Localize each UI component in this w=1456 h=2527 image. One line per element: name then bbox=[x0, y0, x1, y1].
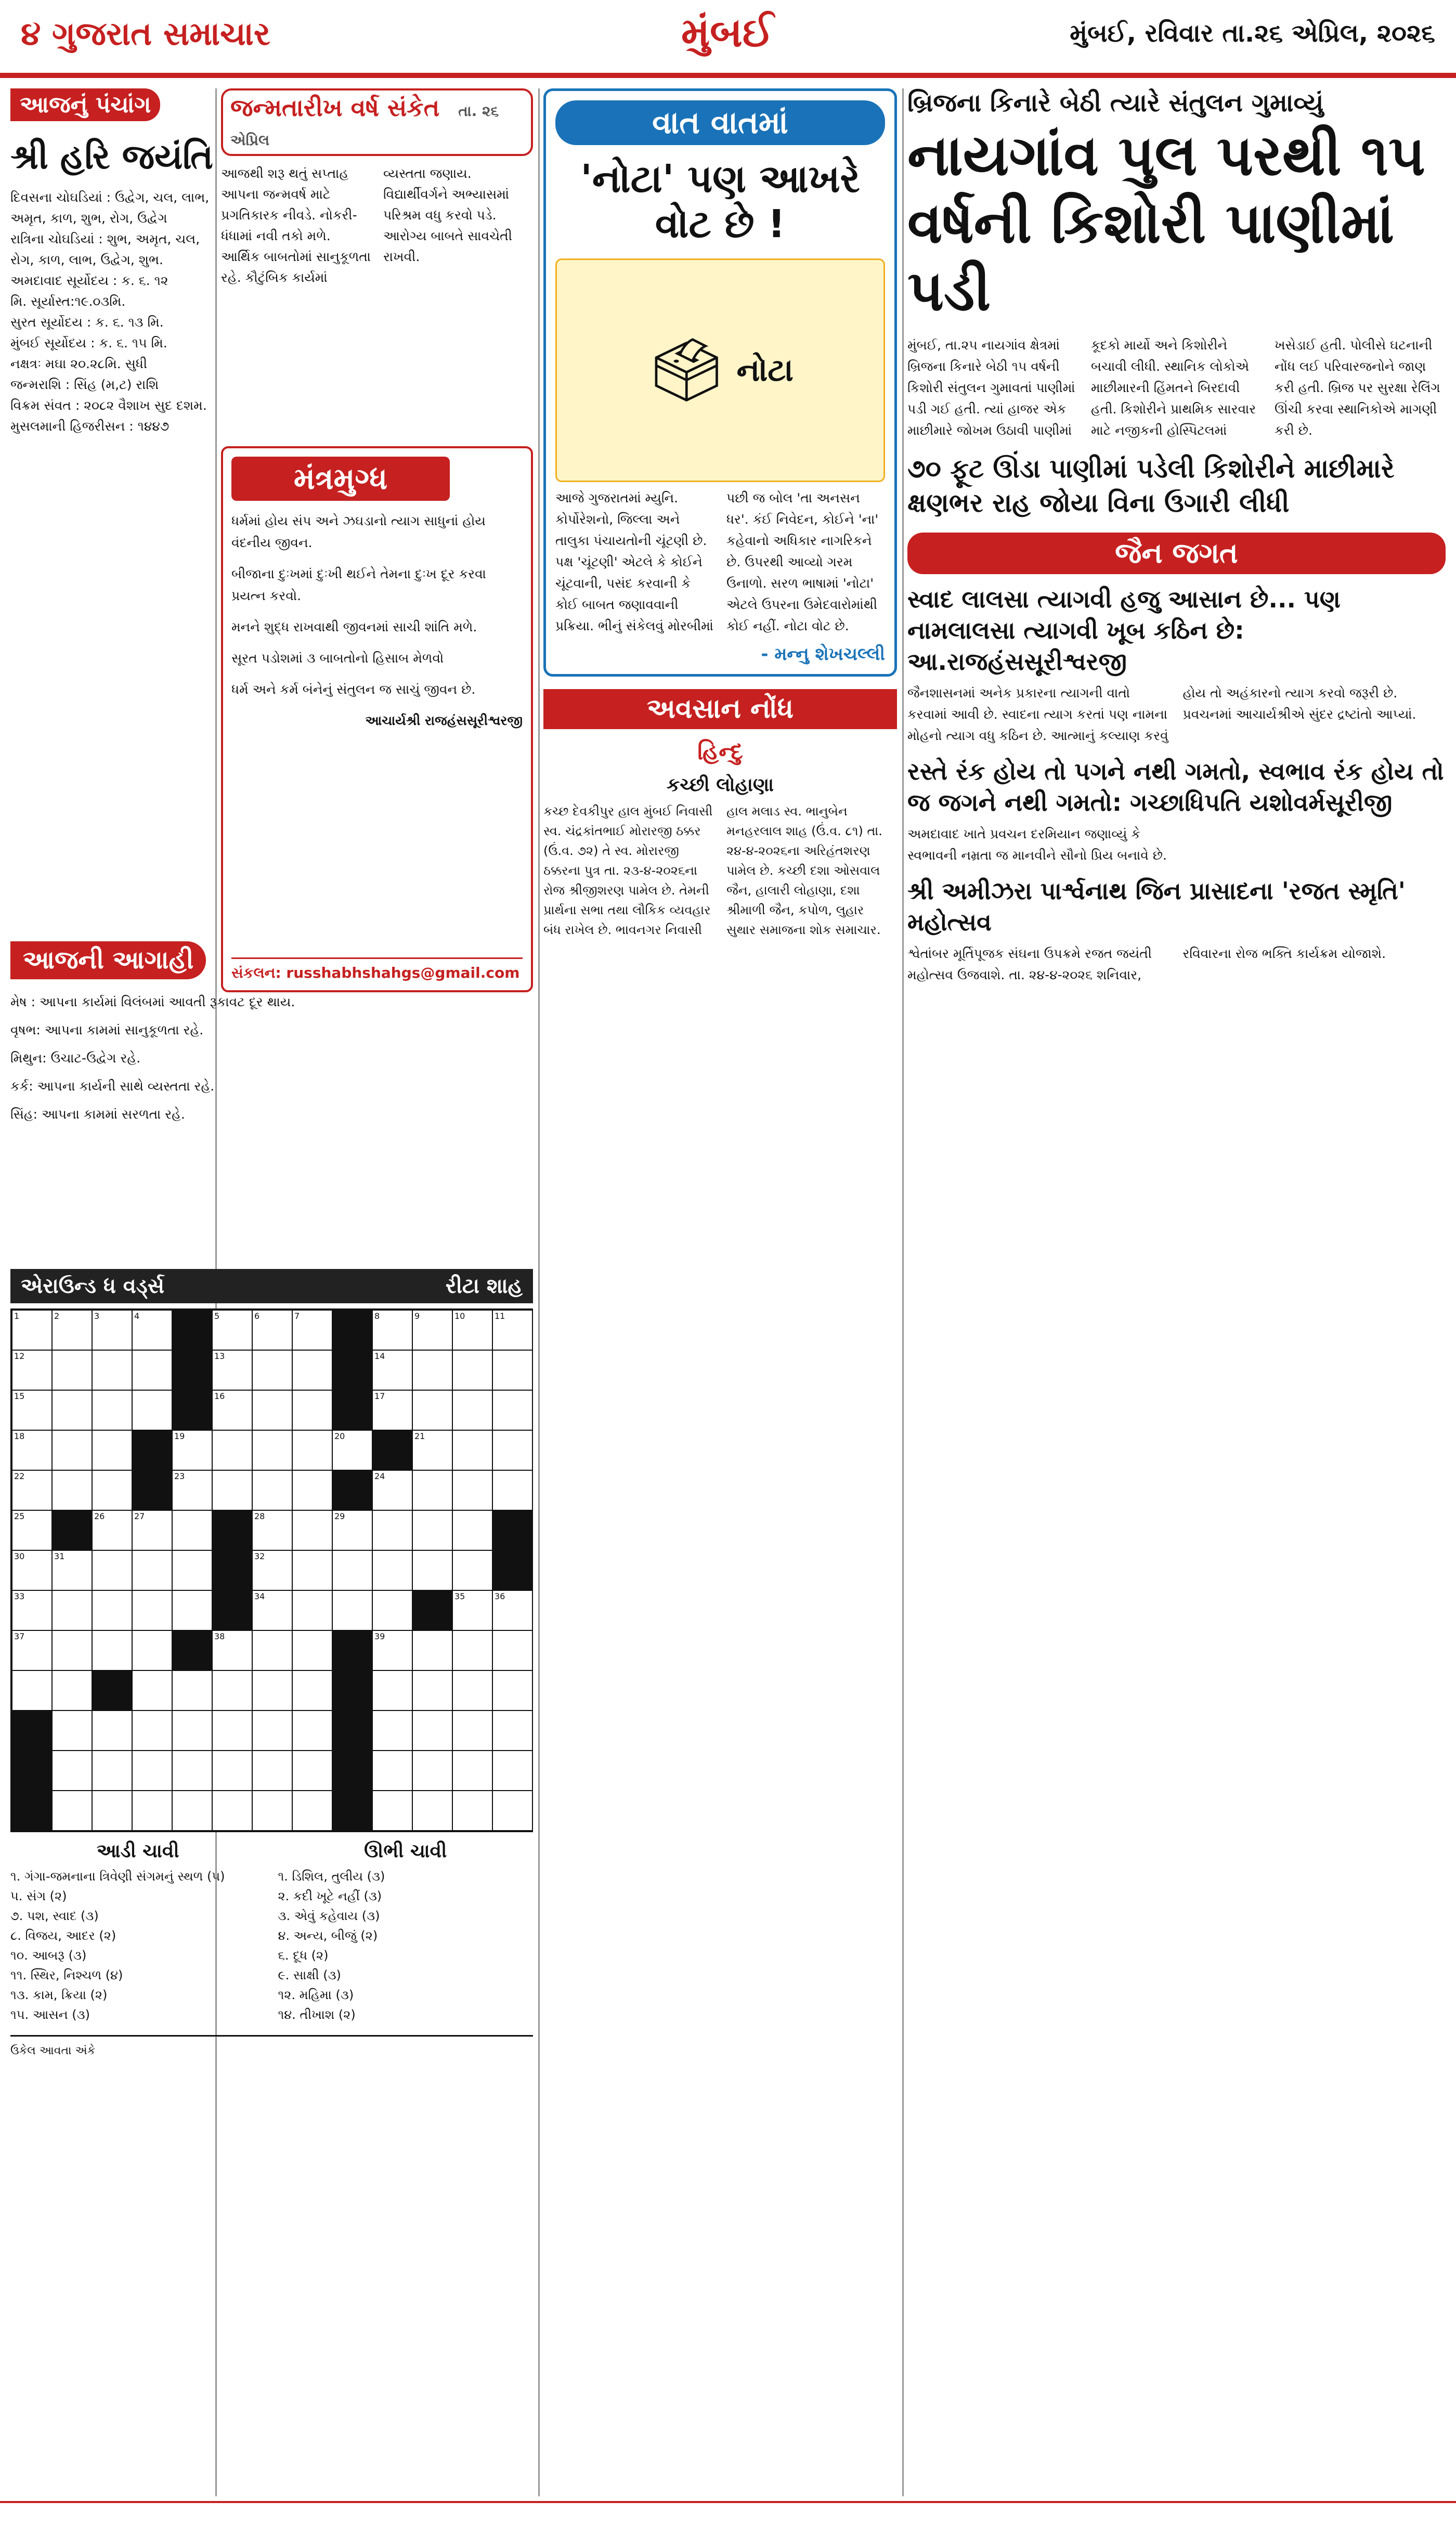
crossword-cell[interactable] bbox=[452, 1550, 492, 1590]
crossword-cell bbox=[52, 1510, 92, 1550]
crossword-cell[interactable] bbox=[252, 1390, 292, 1430]
crossword-cell[interactable] bbox=[372, 1791, 412, 1831]
crossword-cell bbox=[492, 1510, 532, 1550]
vat-body: આજે ગુજરાતમાં મ્યુનિ. કોર્પોરેશનો, જિલ્લા અને તાલુકા પંચાયતોની ચૂંટણી છે. પક્ષ 'ચૂંટણી' એટલે કે કોઈને ચૂંટવાની, પસંદ કરવાની કે કોઈ બાબત જણાવવાની પ્રક્રિયા. ભીનું સંકેલવું મોરબીમાં પછી જ બોલ 'તા અનસન ધર'. કંઈ નિવેદન, કોઈને 'ના' કહેવાનો અધિકાર નાગરિકને છે. ઉપરથી આવ્યો ગરમ ઉનાળો. સરળ ભાષામાં 'નોટા' એટલે ઉપરના ઉમેદવારોમાંથી કોઈ નહીં. નોટા વોટ છે. bbox=[555, 490, 879, 633]
mantra-line: સૂરત પડોશમાં ૩ બાબતોનો હિસાબ મેળવો bbox=[231, 651, 444, 666]
crossword-cell[interactable] bbox=[52, 1470, 92, 1510]
crossword-cell[interactable]: 6 bbox=[252, 1310, 292, 1350]
ballot-icon: 🗳 bbox=[647, 334, 726, 406]
crossword-cell[interactable] bbox=[452, 1390, 492, 1430]
down-clue: ૯. સાક્ષી (૩) bbox=[278, 1968, 341, 1982]
janmadivas-column bbox=[221, 88, 533, 992]
crossword-cell[interactable] bbox=[252, 1430, 292, 1470]
crossword-cell[interactable] bbox=[212, 1470, 252, 1510]
panchang-line: દિવસના ચોઘડિયાં : ઉદ્વેગ, ચલ, લાભ, અમૃત, કાળ, શુભ, રોગ, ઉદ્વેગ bbox=[10, 190, 210, 226]
crossword-cell[interactable] bbox=[372, 1670, 412, 1710]
crossword-cell bbox=[172, 1310, 212, 1350]
crossword-cell[interactable]: 5 bbox=[212, 1310, 252, 1350]
vat-box bbox=[543, 88, 897, 677]
panchang-line: અમદાવાદ સૂર્યોદય : ક. ૬. ૧૨ bbox=[10, 273, 168, 288]
lead-column bbox=[907, 88, 1446, 986]
down-clue: ૧૨. મહિમા (૩) bbox=[278, 1988, 354, 2002]
crossword-cell[interactable] bbox=[292, 1630, 332, 1670]
crossword-cell[interactable] bbox=[52, 1430, 92, 1470]
crossword-cell[interactable] bbox=[92, 1751, 132, 1791]
mantra-line: મનને શુદ્ધ રાખવાથી જીવનમાં સાચી શાંતિ મળે. bbox=[231, 619, 477, 634]
crossword-cell[interactable]: 16 bbox=[212, 1390, 252, 1430]
crossword-cell[interactable]: 14 bbox=[372, 1350, 412, 1390]
across-clue: ૧. ગંગા-જમનાના ત્રિવેણી સંગમનું સ્થળ (૫) bbox=[10, 1869, 225, 1884]
crossword-cell[interactable] bbox=[412, 1550, 452, 1590]
crossword-cell[interactable]: 32 bbox=[252, 1550, 292, 1590]
crossword-title-bar bbox=[10, 1269, 533, 1303]
crossword-cell[interactable] bbox=[452, 1470, 492, 1510]
crossword-cell[interactable] bbox=[452, 1350, 492, 1390]
janmadivas-title: જન્મતારીખ વર્ષ સંકેત bbox=[230, 94, 440, 122]
crossword-cell[interactable]: 24 bbox=[372, 1470, 412, 1510]
crossword-cell[interactable] bbox=[372, 1710, 412, 1751]
nota-bubble: નોટા bbox=[736, 352, 794, 388]
crossword-cell[interactable] bbox=[292, 1510, 332, 1550]
crossword-cell[interactable]: 7 bbox=[292, 1310, 332, 1350]
crossword-cell[interactable]: 31 bbox=[52, 1550, 92, 1590]
crossword-cell[interactable] bbox=[372, 1590, 412, 1630]
crossword-cell[interactable]: 25 bbox=[12, 1510, 52, 1550]
crossword-cell bbox=[412, 1590, 452, 1630]
column-divider bbox=[538, 88, 540, 2496]
crossword-cell[interactable] bbox=[412, 1710, 452, 1751]
crossword-cell[interactable]: 28 bbox=[252, 1510, 292, 1550]
crossword-cell[interactable] bbox=[292, 1470, 332, 1510]
mantra-line: ધર્મમાં હોય સંપ અને ઝઘડાનો ત્યાગ સાધુનાં હોય વંદનીય જીવન. bbox=[231, 513, 486, 550]
crossword-cell[interactable] bbox=[492, 1350, 532, 1390]
crossword-cell[interactable] bbox=[132, 1350, 172, 1390]
crossword-cell[interactable] bbox=[292, 1390, 332, 1430]
crossword-cell bbox=[132, 1470, 172, 1510]
crossword-cell[interactable] bbox=[132, 1390, 172, 1430]
crossword-cell[interactable] bbox=[292, 1430, 332, 1470]
crossword-cell[interactable] bbox=[132, 1590, 172, 1630]
crossword-cell[interactable] bbox=[252, 1751, 292, 1791]
down-clue: ૧૪. તીખાશ (૨) bbox=[278, 2007, 356, 2022]
crossword-cell bbox=[332, 1710, 372, 1751]
crossword-cell bbox=[212, 1510, 252, 1550]
panchang-line: જન્મરાશિ : સિંહ (મ,ટ) રાશિ bbox=[10, 377, 159, 392]
panchang-line: સુરત સૂર્યોદય : ક. ૬. ૧૩ મિ. bbox=[10, 315, 164, 330]
aagahi-line: મિથુન: ઉચાટ-ઉદ્વેગ રહે. bbox=[10, 1051, 141, 1066]
crossword-cell[interactable] bbox=[252, 1470, 292, 1510]
panchang-line: રાત્રિના ચોઘડિયાં : શુભ, અમૃત, ચલ, રોગ, કાળ, લાભ, ઉદ્વેગ, શુભ. bbox=[10, 231, 200, 267]
aagahi-section bbox=[10, 941, 533, 1125]
avsan-body: કચ્છ દેવકીપુર હાલ મુંબઈ નિવાસી સ્વ. ચંદ્રકાંતભાઈ મોરારજી ઠક્કર (ઉં.વ. ૭૨) તે સ્વ. મોરારજી ઠક્કરના પુત્ર તા. ૨૩-૪-૨૦૨૬ના રોજ શ્રીજીશરણ પામેલ છે. તેમની પ્રાર્થના સભા તથા લૌકિક વ્યવહાર બંધ રાખેલ છે. ભાવનગર નિવાસી હાલ મલાડ સ્વ. ભાનુબેન મનહરલાલ શાહ (ઉં.વ. ૮૧) તા. ૨૪-૪-૨૦૨૬ના અરિહંતશરણ પામેલ છે. કચ્છી દશા ઓસવાલ જૈન, હાલારી લોહાણા, દશા શ્રીમાળી જૈન, કપોળ, લુહાર સુથાર સમાજના શોક સમાચાર. bbox=[543, 804, 882, 937]
across-clues bbox=[10, 1842, 266, 2025]
mantra-line: ધર્મ અને કર્મ બંનેનું સંતુલન જ સાચું જીવન છે. bbox=[231, 682, 476, 697]
crossword-cell bbox=[332, 1470, 372, 1510]
mantra-head: મંત્રમુગ્ધ bbox=[231, 457, 450, 501]
crossword-cell bbox=[332, 1791, 372, 1831]
crossword-answer: ઉકેલ આવતા અંકે bbox=[10, 2035, 533, 2061]
crossword-cell[interactable] bbox=[132, 1550, 172, 1590]
crossword-cell[interactable] bbox=[292, 1350, 332, 1390]
crossword-cell[interactable]: 22 bbox=[12, 1470, 52, 1510]
page-number: ૪ bbox=[21, 15, 41, 53]
crossword-cell[interactable] bbox=[412, 1670, 452, 1710]
crossword-cell[interactable] bbox=[92, 1630, 132, 1670]
crossword-cell[interactable] bbox=[252, 1350, 292, 1390]
jain-article-headline: રસ્તે રંક હોય તો પગને નથી ગમતો, સ્વભાવ રંક હોય તો જ જગને નથી ગમતો: ગચ્છાધિપતિ યશોવર્મસૂરીજી bbox=[907, 757, 1444, 817]
crossword-cell[interactable]: 18 bbox=[12, 1430, 52, 1470]
crossword-cell[interactable] bbox=[292, 1590, 332, 1630]
crossword-cell[interactable]: 13 bbox=[212, 1350, 252, 1390]
crossword-cell[interactable] bbox=[172, 1550, 212, 1590]
crossword-cell[interactable] bbox=[292, 1751, 332, 1791]
crossword-cell[interactable] bbox=[92, 1350, 132, 1390]
crossword-cell[interactable] bbox=[292, 1791, 332, 1831]
date-line: મુંબઈ, રવિવાર તા.૨૬ એપ્રિલ, ૨૦૨૬ bbox=[1070, 19, 1435, 48]
across-clue: ૮. વિજય, આદર (૨) bbox=[10, 1928, 116, 1943]
crossword-cell[interactable] bbox=[292, 1670, 332, 1710]
crossword-cell[interactable] bbox=[212, 1791, 252, 1831]
crossword-cell[interactable] bbox=[212, 1710, 252, 1751]
crossword-author: રીટા શાહ bbox=[445, 1274, 523, 1298]
crossword-cell bbox=[332, 1310, 372, 1350]
vat-title: 'નોટા' પણ આખરે વોટ છે ! bbox=[580, 157, 860, 247]
avsan-head: અવસાન નોંધ bbox=[543, 689, 897, 729]
crossword-cell[interactable] bbox=[492, 1390, 532, 1430]
crossword-cell[interactable] bbox=[52, 1710, 92, 1751]
crossword-cell[interactable]: 19 bbox=[172, 1430, 212, 1470]
crossword-cell[interactable] bbox=[452, 1630, 492, 1670]
crossword-cell[interactable] bbox=[412, 1630, 452, 1670]
panchang-line: મુંબઈ સૂર્યોદય : ક. ૬. ૧૫ મિ. bbox=[10, 335, 167, 351]
crossword-cell[interactable] bbox=[412, 1470, 452, 1510]
crossword-cell[interactable]: 17 bbox=[372, 1390, 412, 1430]
crossword-cell[interactable]: 15 bbox=[12, 1390, 52, 1430]
panchang-line: મિ. સૂર્યાસ્ત:૧૯.૦૩મિ. bbox=[10, 294, 126, 309]
crossword-cell[interactable] bbox=[492, 1470, 532, 1510]
crossword-cell bbox=[92, 1670, 132, 1710]
across-clue: ૧૫. આસન (૩) bbox=[10, 2007, 90, 2022]
jain-article-body: શ્વેતાંબર મૂર્તિપૂજક સંઘના ઉપક્રમે રજત જયંતી મહોત્સવ ઉજવાશે. તા. ૨૪-૪-૨૦૨૬ શનિવાર, રવિવારના રોજ ભક્તિ કાર્યક્રમ યોજાશે. bbox=[907, 946, 1386, 982]
jain-article-headline: સ્વાદ લાલસા ત્યાગવી હજુ આસાન છે... પણ નામલાલસા ત્યાગવી ખૂબ કઠિન છે: આ.રાજહંસસૂરીશ્વરજી bbox=[907, 585, 1341, 676]
crossword-cell[interactable] bbox=[52, 1390, 92, 1430]
crossword-cell[interactable]: 35 bbox=[452, 1590, 492, 1630]
mantra-line: બીજાના દુઃખમાં દુઃખી થઈને તેમના દુઃખ દૂર કરવા પ્રયત્ન કરવો. bbox=[231, 566, 486, 603]
aagahi-line: સિંહ: આપના કામમાં સરળતા રહે. bbox=[10, 1107, 185, 1122]
crossword-cell[interactable] bbox=[492, 1430, 532, 1470]
crossword-cell[interactable]: 36 bbox=[492, 1590, 532, 1630]
crossword-cell[interactable]: 4 bbox=[132, 1310, 172, 1350]
crossword-cell[interactable] bbox=[132, 1791, 172, 1831]
crossword-cell[interactable] bbox=[252, 1710, 292, 1751]
crossword-cell[interactable] bbox=[412, 1510, 452, 1550]
across-clue: ૧૧. સ્થિર, નિશ્ચળ (૪) bbox=[10, 1968, 123, 1982]
lead-kicker: બ્રિજના કિનારે બેઠી ત્યારે સંતુલન ગુમાવ્યું bbox=[907, 88, 1324, 118]
crossword-cell bbox=[12, 1791, 52, 1831]
crossword-cell[interactable] bbox=[172, 1590, 212, 1630]
column-divider bbox=[902, 88, 904, 2496]
crossword-cell[interactable] bbox=[172, 1751, 212, 1791]
crossword-cell[interactable]: 1 bbox=[12, 1310, 52, 1350]
crossword-cell[interactable] bbox=[252, 1630, 292, 1670]
janmadivas-head bbox=[221, 88, 533, 156]
panchang-line: મુસલમાની હિજરીસન : ૧૪૪૭ bbox=[10, 419, 170, 434]
crossword-cell[interactable]: 2 bbox=[52, 1310, 92, 1350]
crossword-cell[interactable] bbox=[92, 1590, 132, 1630]
crossword-cell[interactable]: 38 bbox=[212, 1630, 252, 1670]
crossword-cell bbox=[332, 1630, 372, 1670]
down-head: ઊભી ચાવી bbox=[364, 1841, 447, 1862]
aagahi-head: આજની આગાહી bbox=[10, 941, 206, 979]
crossword-cell[interactable] bbox=[412, 1751, 452, 1791]
jain-jagat-bar: જૈન જગત bbox=[907, 533, 1446, 574]
crossword-cell[interactable]: 39 bbox=[372, 1630, 412, 1670]
crossword-cell[interactable]: 8 bbox=[372, 1310, 412, 1350]
crossword-cell[interactable] bbox=[132, 1751, 172, 1791]
community-head: હિન્દુ bbox=[697, 738, 743, 765]
crossword-cell[interactable] bbox=[92, 1550, 132, 1590]
vat-head: વાત વાતમાં bbox=[555, 100, 885, 145]
crossword-cell[interactable] bbox=[172, 1510, 212, 1550]
crossword-cell[interactable] bbox=[452, 1751, 492, 1791]
crossword-cell[interactable] bbox=[92, 1390, 132, 1430]
crossword-cell[interactable] bbox=[492, 1670, 532, 1710]
crossword-cell[interactable]: 9 bbox=[412, 1310, 452, 1350]
jain-article-body: અમદાવાદ ખાતે પ્રવચન દરમિયાન જણાવ્યું કે સ્વભાવની નમ્રતા જ માનવીને સૌનો પ્રિય બનાવે છે. bbox=[907, 826, 1167, 863]
crossword-cell bbox=[332, 1350, 372, 1390]
nota-illustration bbox=[555, 258, 885, 482]
crossword-cell[interactable] bbox=[412, 1791, 452, 1831]
crossword-cell[interactable] bbox=[52, 1590, 92, 1630]
crossword-cell[interactable] bbox=[372, 1550, 412, 1590]
paper-name: ગુજરાત સમાચાર bbox=[52, 15, 270, 53]
crossword-title: એરાઉન્ડ ધ વર્ડ્સ bbox=[21, 1274, 165, 1298]
down-clue: ૨. કદી ખૂટે નહીં (૩) bbox=[278, 1889, 382, 1903]
crossword-cell bbox=[172, 1390, 212, 1430]
crossword-cell[interactable] bbox=[452, 1710, 492, 1751]
crossword-cell[interactable] bbox=[412, 1390, 452, 1430]
crossword-cell[interactable]: 10 bbox=[452, 1310, 492, 1350]
down-clue: ૪. અન્ય, બીજું (૨) bbox=[278, 1928, 378, 1943]
crossword-cell[interactable] bbox=[92, 1791, 132, 1831]
crossword-cell bbox=[172, 1630, 212, 1670]
crossword-cell[interactable] bbox=[12, 1670, 52, 1710]
crossword-cell bbox=[132, 1430, 172, 1470]
panchang-line: નક્ષત્રઃ મઘા ૨૦.૨૮મિ. સુધી bbox=[10, 356, 148, 371]
crossword-cell[interactable]: 34 bbox=[252, 1590, 292, 1630]
crossword-cell[interactable] bbox=[52, 1751, 92, 1791]
crossword-cell bbox=[12, 1710, 52, 1751]
crossword-cell bbox=[212, 1550, 252, 1590]
crossword-cell[interactable]: 3 bbox=[92, 1310, 132, 1350]
community-subhead: કચ્છી લોહાણા bbox=[666, 774, 774, 796]
crossword-cell[interactable] bbox=[132, 1670, 172, 1710]
center-column bbox=[543, 88, 897, 940]
crossword-grid[interactable] bbox=[10, 1308, 533, 1832]
panchang-line: વિક્રમ સંવત : ૨૦૮૨ વૈશાખ સુદ દશમ. bbox=[10, 398, 207, 413]
crossword-cell[interactable] bbox=[412, 1350, 452, 1390]
janmadivas-date: તા. ૨૬ એપ્રિલ bbox=[230, 102, 499, 149]
crossword-cell[interactable] bbox=[492, 1791, 532, 1831]
down-clue: ૬. દૂધ (૨) bbox=[278, 1948, 329, 1963]
panchang-deity: શ્રી હરિ જયંતિ bbox=[10, 137, 213, 177]
crossword-cell[interactable]: 27 bbox=[132, 1510, 172, 1550]
crossword-cell[interactable] bbox=[92, 1470, 132, 1510]
crossword-cell[interactable]: 11 bbox=[492, 1310, 532, 1350]
crossword-cell[interactable] bbox=[52, 1350, 92, 1390]
crossword-cell bbox=[332, 1390, 372, 1430]
crossword-cell[interactable] bbox=[492, 1710, 532, 1751]
crossword-cell[interactable] bbox=[212, 1430, 252, 1470]
mantra-box bbox=[221, 446, 533, 992]
city-section: મુંબઈ bbox=[681, 9, 774, 56]
janmadivas-body: આજથી શરૂ થતું સપ્તાહ આપના જન્મવર્ષ માટે પ્રગતિકારક નીવડે. નોકરી-ધંધામાં નવી તકો મળે. આર્થિક બાબતોમાં સાનુકૂળતા રહે. કૌટુંબિક કાર્યમાં વ્યસ્તતા જણાય. વિદ્યાર્થીવર્ગને અભ્યાસમાં પરિશ્રમ વધુ કરવો પડે. આરોગ્ય બાબતે સાવચેતી રાખવી. bbox=[221, 166, 512, 285]
crossword-cell[interactable] bbox=[292, 1710, 332, 1751]
crossword-cell[interactable] bbox=[92, 1430, 132, 1470]
crossword-cell[interactable] bbox=[172, 1791, 212, 1831]
mantra-author: આચાર્યશ્રી રાજહંસસૂરીશ્વરજી bbox=[365, 713, 523, 728]
crossword-cell[interactable] bbox=[212, 1751, 252, 1791]
lead-headline: નાયગાંવ પુલ પરથી ૧૫ વર્ષની કિશોરી પાણીમાં પડી bbox=[907, 123, 1426, 323]
panchang-column bbox=[10, 88, 213, 437]
crossword-cell[interactable] bbox=[252, 1791, 292, 1831]
crossword-cell bbox=[172, 1350, 212, 1390]
lead-body: મુંબઈ, તા.૨૫ નાયગાંવ ક્ષેત્રમાં બ્રિજના કિનારે બેઠી ૧૫ વર્ષની કિશોરી સંતુલન ગુમાવતાં પાણીમાં પડી ગઈ હતી. ત્યાં હાજર એક માછીમારે જોખમ ઉઠાવી પાણીમાં કૂદકો માર્યો અને કિશોરીને બચાવી લીધી. સ્થાનિક લોકોએ માછીમારની હિંમતને બિરદાવી હતી. કિશોરીને પ્રાથમિક સારવાર માટે નજીકની હોસ્પિટલમાં ખસેડાઈ હતી. પોલીસે ઘટનાની નોંધ લઈ પરિવારજનોને જાણ કરી હતી. બ્રિજ પર સુરક્ષા રેલિંગ ઊંચી કરવા સ્થાનિકોએ માગણી કરી છે. bbox=[907, 338, 1440, 438]
crossword-cell[interactable]: 23 bbox=[172, 1470, 212, 1510]
across-clue: ૫. સંગ (૨) bbox=[10, 1889, 67, 1903]
crossword-cell[interactable] bbox=[52, 1791, 92, 1831]
crossword-cell[interactable] bbox=[52, 1630, 92, 1670]
crossword-cell[interactable] bbox=[452, 1510, 492, 1550]
crossword-cell[interactable] bbox=[292, 1550, 332, 1590]
mantra-contact: સંકલન: russhabhshahgs@gmail.com bbox=[231, 957, 523, 982]
crossword-cell bbox=[212, 1590, 252, 1630]
crossword-cell[interactable] bbox=[372, 1510, 412, 1550]
crossword-cell[interactable] bbox=[452, 1670, 492, 1710]
aagahi-line: મેષ : આપના કાર્યમાં વિલંબમાં આવતી રૂકાવટ દૂર થાય. bbox=[10, 994, 295, 1009]
crossword-cell[interactable]: 26 bbox=[92, 1510, 132, 1550]
page-footer-rule bbox=[0, 2501, 1456, 2527]
down-clue: ૩. એવું કહેવાય (૩) bbox=[278, 1909, 380, 1923]
crossword-cell[interactable]: 21 bbox=[412, 1430, 452, 1470]
down-clues bbox=[278, 1842, 534, 2025]
crossword-cell[interactable] bbox=[372, 1751, 412, 1791]
crossword-cell bbox=[12, 1751, 52, 1791]
crossword-cell[interactable] bbox=[492, 1751, 532, 1791]
crossword-cell[interactable] bbox=[132, 1630, 172, 1670]
crossword-cell[interactable]: 33 bbox=[12, 1590, 52, 1630]
lead-subhead: ૭૦ ફૂટ ઊંડા પાણીમાં પડેલી કિશોરીને માછીમારે ક્ષણભર રાહ જોયા વિના ઉગારી લીધી bbox=[907, 453, 1395, 518]
crossword-cell[interactable] bbox=[52, 1670, 92, 1710]
crossword bbox=[10, 1269, 533, 2061]
crossword-cell[interactable] bbox=[172, 1670, 212, 1710]
crossword-cell bbox=[492, 1550, 532, 1590]
crossword-cell[interactable]: 12 bbox=[12, 1350, 52, 1390]
vat-author: - મન્નુ શેખચલ્લી bbox=[761, 644, 885, 665]
masthead bbox=[0, 0, 1456, 78]
down-clue: ૧. ડિશિલ, તુલીય (૩) bbox=[278, 1869, 385, 1884]
jain-article-body: જૈનશાસનમાં અનેક પ્રકારના ત્યાગની વાતો કરવામાં આવી છે. સ્વાદના ત્યાગ કરતાં પણ નામના મોહનો ત્યાગ વધુ કઠિન છે. આત્માનું કલ્યાણ કરવું હોય તો અહંકારનો ત્યાગ કરવો જરૂરી છે. પ્રવચનમાં આચાર્યશ્રીએ સુંદર દ્રષ્ટાંતો આપ્યાં. bbox=[907, 685, 1416, 743]
crossword-cell[interactable] bbox=[92, 1710, 132, 1751]
crossword-cell[interactable] bbox=[332, 1590, 372, 1630]
crossword-cell[interactable] bbox=[252, 1670, 292, 1710]
jain-article-headline: શ્રી અમીઝરા પાર્શ્વનાથ જિન પ્રાસાદના 'રજત સ્મૃતિ' મહોત્સવ bbox=[907, 877, 1406, 936]
crossword-clues bbox=[10, 1842, 533, 2025]
crossword-cell[interactable] bbox=[132, 1710, 172, 1751]
aagahi-line: વૃષભ: આપના કામમાં સાનુકૂળતા રહે. bbox=[10, 1022, 204, 1038]
crossword-cell bbox=[332, 1670, 372, 1710]
crossword-cell[interactable] bbox=[492, 1630, 532, 1670]
crossword-cell[interactable] bbox=[452, 1430, 492, 1470]
crossword-cell[interactable]: 20 bbox=[332, 1430, 372, 1470]
crossword-cell[interactable]: 37 bbox=[12, 1630, 52, 1670]
across-clue: ૧૦. આબરૂ (૩) bbox=[10, 1948, 87, 1963]
crossword-cell bbox=[372, 1430, 412, 1470]
crossword-cell bbox=[332, 1751, 372, 1791]
crossword-cell[interactable]: 29 bbox=[332, 1510, 372, 1550]
across-head: આડી ચાવી bbox=[96, 1841, 179, 1862]
crossword-cell[interactable] bbox=[212, 1670, 252, 1710]
panchang-head: આજનું પંચાંગ bbox=[10, 88, 160, 121]
crossword-cell[interactable] bbox=[332, 1550, 372, 1590]
aagahi-line: કર્ક: આપના કાર્યની સાથે વ્યસ્તતા રહે. bbox=[10, 1079, 215, 1094]
across-clue: ૧૩. કામ, ક્રિયા (૨) bbox=[10, 1988, 108, 2002]
crossword-cell[interactable] bbox=[452, 1791, 492, 1831]
across-clue: ૭. પશ, સ્વાદ (૩) bbox=[10, 1909, 99, 1923]
crossword-cell[interactable] bbox=[172, 1710, 212, 1751]
crossword-cell[interactable]: 30 bbox=[12, 1550, 52, 1590]
